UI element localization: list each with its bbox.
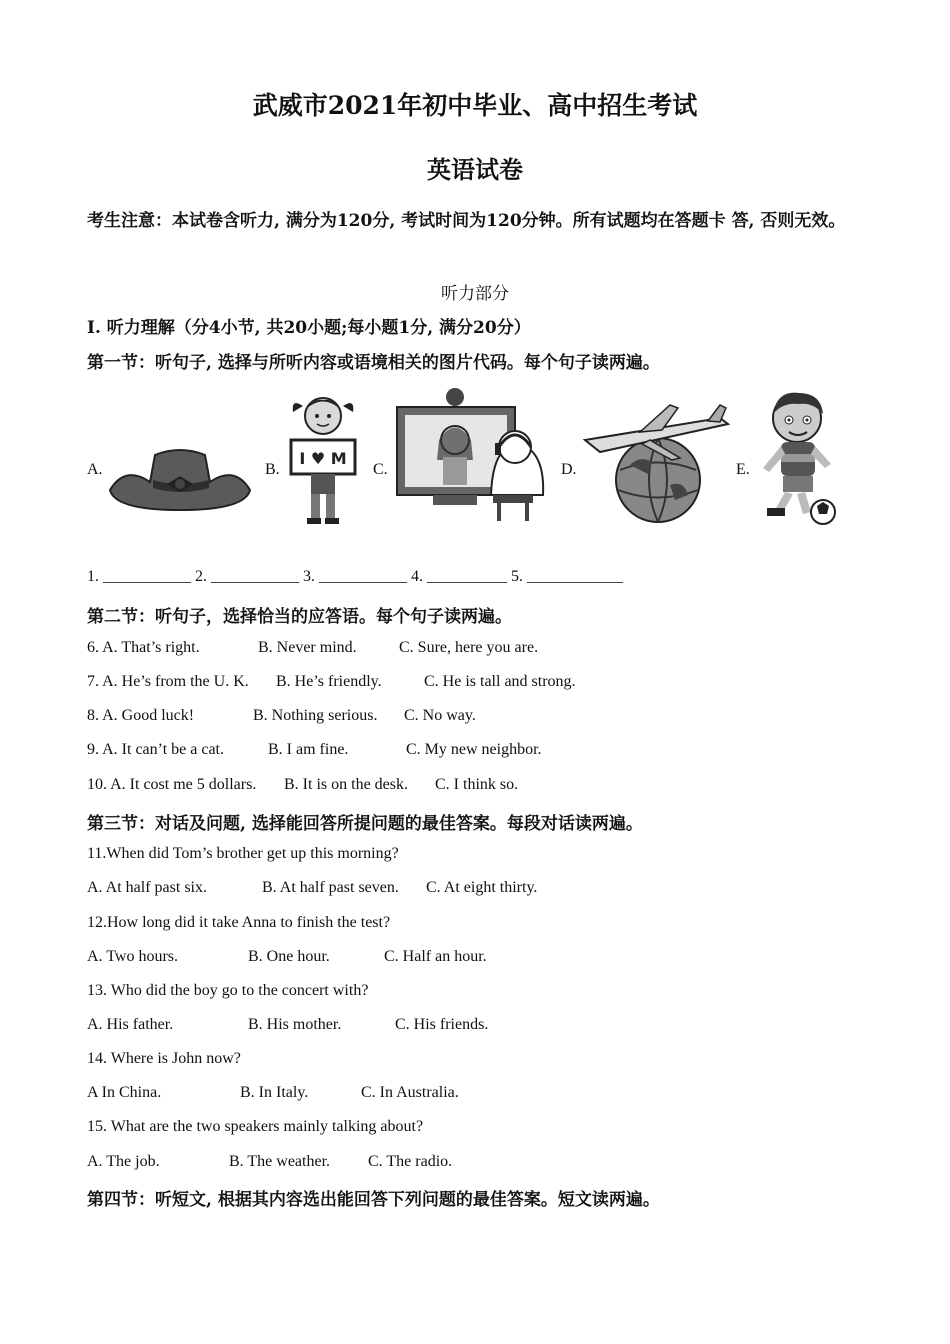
option-a: A In China. <box>87 1084 162 1101</box>
option-row <box>87 1084 459 1102</box>
question-number: 10. <box>87 776 107 793</box>
question-number: 9. <box>87 741 99 758</box>
option-a: A. At half past six. <box>87 879 207 896</box>
video-call-icon <box>393 385 548 523</box>
option-row <box>87 1016 489 1034</box>
question-row <box>87 639 539 657</box>
section3-heading: 第三节：对话及问题, 选择能回答所提问题的最佳答案。每段对话读两遍。 <box>87 814 643 834</box>
option-b: B. One hour. <box>248 948 330 965</box>
option-b: B. It is on the desk. <box>284 776 408 793</box>
option-a: A. Two hours. <box>87 948 179 965</box>
option-b: B. I am fine. <box>268 741 349 758</box>
option-c: C. He is tall and strong. <box>424 673 576 690</box>
option-a: A. He’s from the U. K. <box>102 673 249 690</box>
option-c: C. No way. <box>404 707 476 724</box>
option-b: B. He’s friendly. <box>276 673 382 690</box>
option-a: A. It can’t be a cat. <box>102 741 224 758</box>
section4-heading: 第四节：听短文, 根据其内容选出能回答下列问题的最佳答案。短文读两遍。 <box>87 1190 660 1210</box>
section-i-heading: I. 听力理解（分4小节, 共20小题;每小题1分, 满分20分） <box>87 318 531 338</box>
section2-heading: 第二节：听句子，选择恰当的应答语。每个句子读两遍。 <box>87 607 512 627</box>
option-c: C. At eight thirty. <box>426 879 538 896</box>
part-title: 听力部分 <box>441 284 509 304</box>
option-b: B. In Italy. <box>240 1084 309 1101</box>
sign-text: I ♥ M <box>299 449 347 468</box>
picture-label-a: A. <box>87 461 103 478</box>
option-c: C. I think so. <box>435 776 519 793</box>
option-b: B. At half past seven. <box>262 879 399 896</box>
question-text: 11.When did Tom’s brother get up this morning? <box>87 845 399 862</box>
option-a: A. It cost me 5 dollars. <box>110 776 257 793</box>
picture-label-c: C. <box>373 461 388 478</box>
hat-icon <box>105 440 255 520</box>
question-text: 15. What are the two speakers mainly talking about? <box>87 1118 424 1135</box>
option-row <box>87 1153 453 1171</box>
option-c: C. My new neighbor. <box>406 741 542 758</box>
option-row <box>87 879 538 897</box>
option-c: C. Sure, here you are. <box>399 639 539 656</box>
option-row <box>87 948 487 966</box>
option-a: A. The job. <box>87 1153 160 1170</box>
picture-label-b: B. <box>265 461 280 478</box>
option-b: B. Nothing serious. <box>253 707 378 724</box>
option-a: A. Good luck! <box>102 707 195 724</box>
question-row <box>87 741 542 759</box>
question-row <box>87 673 576 691</box>
option-b: B. His mother. <box>248 1016 342 1033</box>
question-number: 7. <box>87 673 99 690</box>
exam-title: 武威市2021年初中毕业、高中招生考试 <box>252 91 698 120</box>
boy-soccer-icon <box>755 388 840 528</box>
option-a: A. His father. <box>87 1016 174 1033</box>
question-row <box>87 776 519 794</box>
section1-heading: 第一节：听句子, 选择与所听内容或语境相关的图片代码。每个句子读两遍。 <box>87 353 660 373</box>
option-c: C. The radio. <box>368 1153 453 1170</box>
airplane-globe-icon <box>580 400 730 525</box>
question-text: 12.How long did it take Anna to finish the test? <box>87 914 391 931</box>
exam-subtitle: 英语试卷 <box>427 155 523 184</box>
question-row <box>87 707 476 725</box>
girl-with-sign-icon <box>283 388 363 528</box>
option-c: C. His friends. <box>395 1016 489 1033</box>
option-c: C. In Australia. <box>361 1084 459 1101</box>
question-number: 8. <box>87 707 99 724</box>
question-number: 6. <box>87 639 99 656</box>
picture-label-e: E. <box>736 461 750 478</box>
option-a: A. That’s right. <box>102 639 200 656</box>
option-b: B. The weather. <box>229 1153 331 1170</box>
question-text: 14. Where is John now? <box>87 1050 241 1067</box>
question-text: 13. Who did the boy go to the concert with? <box>87 982 369 999</box>
option-b: B. Never mind. <box>258 639 357 656</box>
section1-answer-blanks: 1. ___________ 2. ___________ 3. ___________ 4. __________ 5. ____________ <box>87 568 623 585</box>
option-c: C. Half an hour. <box>384 948 487 965</box>
exam-notice: 考生注意：本试卷含听力, 满分为120分, 考试时间为120分钟。所有试题均在答题卡 答, 否则无效。 <box>87 211 846 231</box>
picture-label-d: D. <box>561 461 577 478</box>
